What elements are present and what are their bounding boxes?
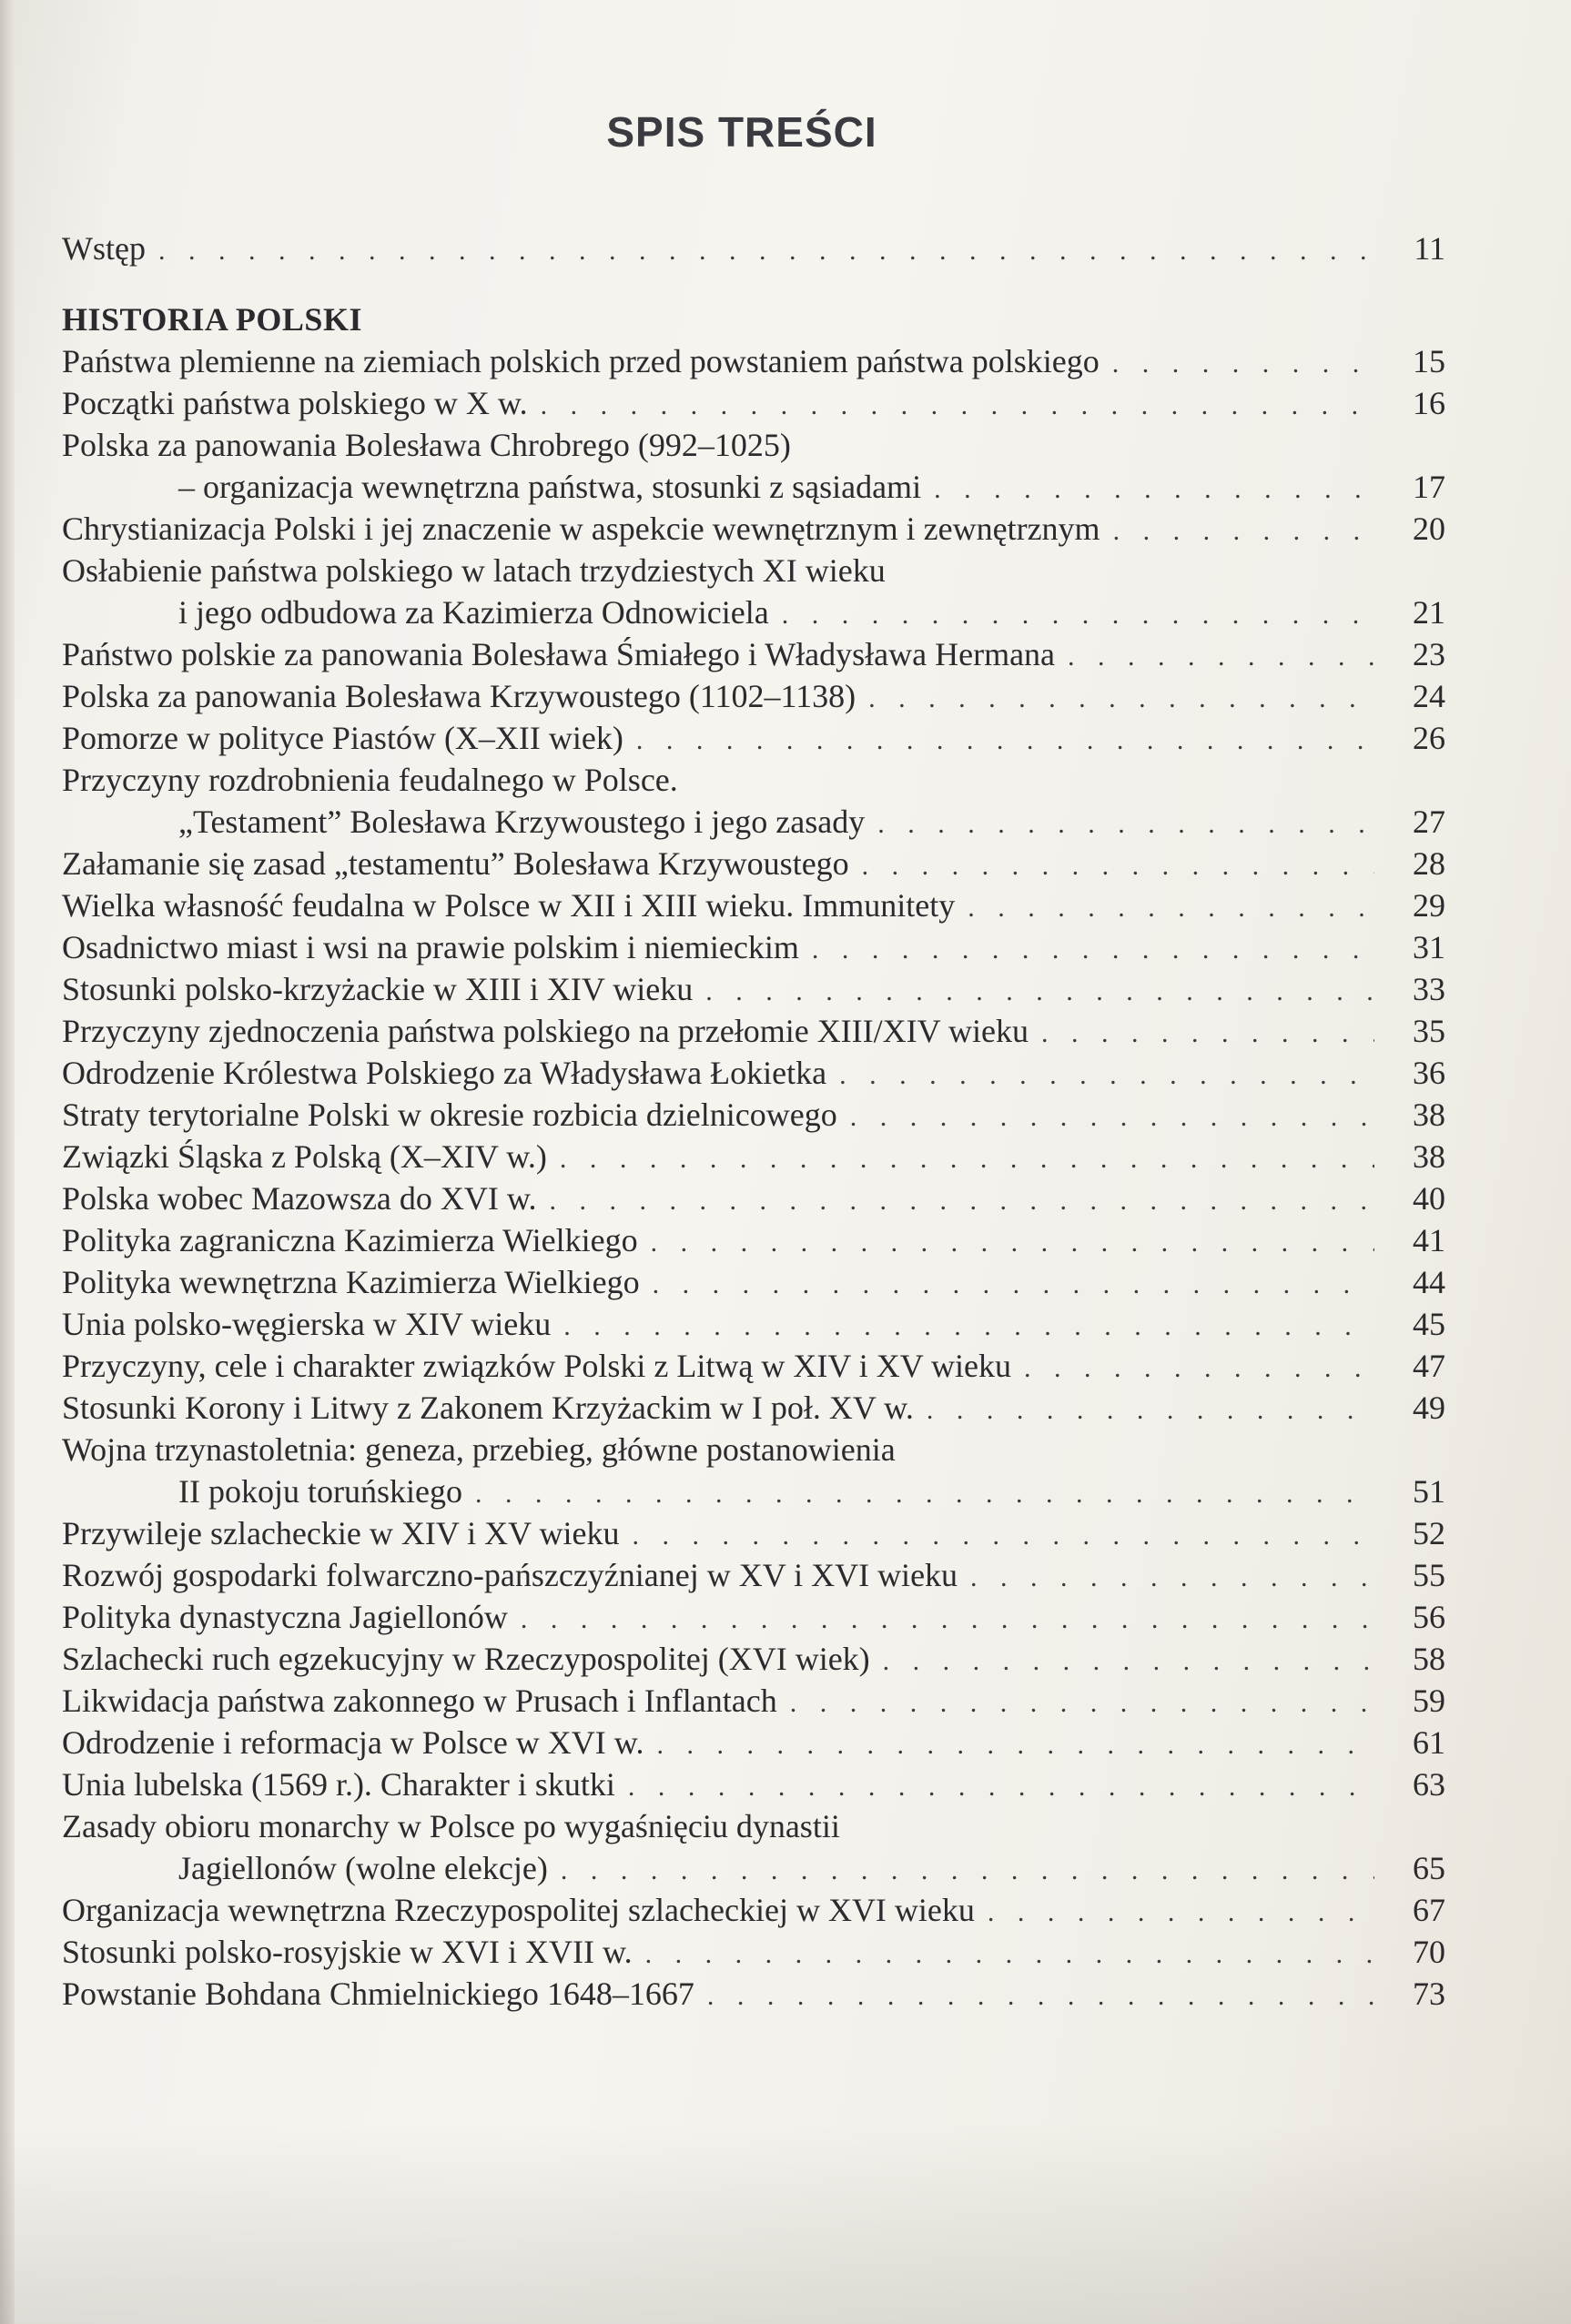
toc-page-number: 36 xyxy=(1413,1055,1445,1091)
dot-leader xyxy=(158,230,1374,272)
toc-entry xyxy=(62,1722,1445,1763)
toc-entry-title: „Testament” Bolesława Krzywoustego i jego zasady xyxy=(178,803,866,840)
toc-page-number: 29 xyxy=(1413,887,1445,924)
toc-entry-title: Wojna trzynastoletnia: geneza, przebieg, główne postanowienia xyxy=(62,1431,896,1468)
dot-leader xyxy=(868,678,1374,720)
toc-entry xyxy=(62,1805,1445,1889)
toc-entry xyxy=(62,717,1445,759)
toc-entry-title: Osłabienie państwa polskiego w latach trzydziestych XI wieku xyxy=(62,552,886,589)
toc-page-number: 27 xyxy=(1413,803,1445,840)
toc-page-number: 17 xyxy=(1413,469,1445,505)
toc-entry xyxy=(62,1177,1445,1219)
toc-page-number: 21 xyxy=(1413,594,1445,631)
toc-entry-row xyxy=(62,1010,1445,1052)
toc-page-number: 49 xyxy=(1413,1389,1445,1426)
toc-entry xyxy=(62,1219,1445,1261)
toc-entry-title: Rozwój gospodarki folwarczno-pańszczyźnianej w XV i XVI wieku xyxy=(62,1557,958,1593)
toc-entry-row xyxy=(62,1094,1445,1136)
dot-leader xyxy=(970,1557,1374,1599)
toc-entry xyxy=(62,1094,1445,1136)
toc-page-number: 33 xyxy=(1413,971,1445,1007)
toc-page-number: 15 xyxy=(1413,343,1445,379)
toc-entry-title: Polska za panowania Bolesława Krzywoustego (1102–1138) xyxy=(62,678,856,714)
toc-entry-title: Jagiellonów (wolne elekcje) xyxy=(178,1850,548,1886)
toc-entry-title: Przyczyny rozdrobnienia feudalnego w Polsce. xyxy=(62,762,678,798)
toc-entry xyxy=(62,1889,1445,1931)
toc-entry-row xyxy=(62,1261,1445,1303)
dot-leader xyxy=(968,887,1374,929)
toc-entry-row xyxy=(62,1638,1445,1680)
toc-entry xyxy=(62,1429,1445,1512)
toc-entry-title: Przyczyny zjednoczenia państwa polskiego na przełomie XIII/XIV wieku xyxy=(62,1013,1029,1049)
toc-entry-title: Stosunki polsko-rosyjskie w XVI i XVII w. xyxy=(62,1934,633,1970)
toc-page-number: 28 xyxy=(1413,845,1445,882)
toc-entry-title: II pokoju toruńskiego xyxy=(178,1473,462,1510)
toc-entry-title: Stosunki Korony i Litwy z Zakonem Krzyżackim w I poł. XV w. xyxy=(62,1389,914,1426)
toc-entry-row xyxy=(62,1596,1445,1638)
toc-entry-row xyxy=(62,1680,1445,1722)
toc-page-number: 61 xyxy=(1413,1724,1445,1761)
dot-leader xyxy=(1041,1013,1374,1055)
toc-entry-row xyxy=(62,884,1445,926)
toc-entry-title: Pomorze w polityce Piastów (X–XII wiek) xyxy=(62,720,623,756)
toc-page-number: 24 xyxy=(1413,678,1445,714)
dot-leader xyxy=(790,1682,1374,1724)
toc-entry-title: – organizacja wewnętrzna państwa, stosunki z sąsiadami xyxy=(178,469,922,505)
dot-leader xyxy=(705,971,1374,1013)
toc-entry-title: Unia lubelska (1569 r.). Charakter i skutki xyxy=(62,1766,615,1803)
toc-page-number: 38 xyxy=(1413,1096,1445,1133)
section-heading: HISTORIA POLSKI xyxy=(62,301,362,338)
toc-entry-row xyxy=(62,1219,1445,1261)
dot-leader xyxy=(883,1641,1374,1682)
toc-entry-title: Załamanie się zasad „testamentu” Bolesława Krzywoustego xyxy=(62,845,849,882)
dot-leader xyxy=(934,469,1374,510)
toc-entry-row xyxy=(62,1470,1445,1512)
toc-page-number: 70 xyxy=(1413,1934,1445,1970)
toc-entry-row xyxy=(62,340,1445,382)
toc-entry-title: Przyczyny, cele i charakter związków Polski z Litwą w XIV i XV wieku xyxy=(62,1348,1012,1384)
dot-leader xyxy=(850,1096,1374,1138)
dot-leader xyxy=(521,1599,1374,1641)
toc-entry-title: Wstęp xyxy=(62,230,146,267)
toc-entry-row xyxy=(62,843,1445,884)
toc-entry xyxy=(62,843,1445,884)
toc-entry-row xyxy=(62,675,1445,717)
toc-page-number: 16 xyxy=(1413,385,1445,421)
toc-page-number: 23 xyxy=(1413,636,1445,672)
toc-entry-row xyxy=(62,1512,1445,1554)
toc-entry-title: Polityka wewnętrzna Kazimierza Wielkiego xyxy=(62,1264,640,1300)
toc-entry-intro xyxy=(62,227,1445,269)
toc-entry xyxy=(62,382,1445,424)
toc-entry-row xyxy=(62,1303,1445,1345)
toc-page-number: 11 xyxy=(1414,230,1445,267)
toc-entries xyxy=(62,340,1445,2015)
toc-entry xyxy=(62,1052,1445,1094)
toc-entry xyxy=(62,1763,1445,1805)
toc-page-number: 55 xyxy=(1413,1557,1445,1593)
toc-entry xyxy=(62,550,1445,633)
toc-entry xyxy=(62,1931,1445,1973)
toc-page-number: 73 xyxy=(1413,1975,1445,2012)
toc-entry-title: Zasady obioru monarchy w Polsce po wygaśnięciu dynastii xyxy=(62,1808,840,1844)
table-of-contents xyxy=(62,227,1445,2015)
toc-entry-row xyxy=(62,382,1445,424)
toc-entry-row xyxy=(62,1889,1445,1931)
toc-entry-title: Szlachecki ruch egzekucyjny w Rzeczypospolitej (XVI wiek) xyxy=(62,1641,870,1677)
toc-entry-row xyxy=(62,926,1445,968)
dot-leader xyxy=(636,720,1374,762)
toc-entry-title: Chrystianizacja Polski i jej znaczenie w aspekcie wewnętrznym i zewnętrznym xyxy=(62,510,1100,547)
toc-page-number: 40 xyxy=(1413,1180,1445,1217)
toc-page-number: 47 xyxy=(1413,1348,1445,1384)
toc-entry-title: Polityka dynastyczna Jagiellonów xyxy=(62,1599,508,1635)
toc-entry-title: Stosunki polsko-krzyżackie w XIII i XIV wieku xyxy=(62,971,694,1007)
toc-entry-title: Państwa plemienne na ziemiach polskich przed powstaniem państwa polskiego xyxy=(62,343,1100,379)
dot-leader xyxy=(1113,510,1374,552)
toc-entry-row xyxy=(62,968,1445,1010)
toc-entry xyxy=(62,424,1445,508)
toc-entry xyxy=(62,1638,1445,1680)
toc-entry-row xyxy=(62,466,1445,508)
toc-page-number: 56 xyxy=(1413,1599,1445,1635)
toc-page-number: 52 xyxy=(1413,1515,1445,1551)
dot-leader xyxy=(628,1766,1374,1808)
toc-entry-title: Początki państwa polskiego w X w. xyxy=(62,385,528,421)
dot-leader xyxy=(633,1515,1375,1557)
toc-entry xyxy=(62,1010,1445,1052)
toc-entry-title: Osadnictwo miast i wsi na prawie polskim i niemieckim xyxy=(62,929,799,965)
toc-entry xyxy=(62,926,1445,968)
toc-entry-row xyxy=(62,1554,1445,1596)
toc-page-number: 35 xyxy=(1413,1013,1445,1049)
toc-entry xyxy=(62,1303,1445,1345)
dot-leader xyxy=(560,1138,1374,1180)
dot-leader xyxy=(812,929,1374,971)
page-title: SPIS TREŚCI xyxy=(606,108,877,156)
toc-entry xyxy=(62,1136,1445,1177)
toc-entry-row xyxy=(62,1387,1445,1429)
toc-entry-title: Związki Śląska z Polską (X–XIV w.) xyxy=(62,1138,547,1175)
toc-entry-title: i jego odbudowa za Kazimierza Odnowiciela xyxy=(178,594,769,631)
toc-entry-title: Państwo polskie za panowania Bolesława Śmiałego i Władysława Hermana xyxy=(62,636,1056,672)
toc-entry-row xyxy=(62,1136,1445,1177)
dot-leader xyxy=(707,1975,1374,2017)
toc-entry-title: Polityka zagraniczna Kazimierza Wielkiego xyxy=(62,1222,638,1258)
toc-entry-title: Polska za panowania Bolesława Chrobrego (992–1025) xyxy=(62,427,791,463)
dot-leader xyxy=(550,1180,1374,1222)
dot-leader xyxy=(645,1934,1374,1975)
toc-entry-row xyxy=(62,591,1445,633)
toc-page-number: 26 xyxy=(1413,720,1445,756)
toc-entry xyxy=(62,1512,1445,1554)
dot-leader xyxy=(541,385,1374,427)
toc-entry-title: Odrodzenie Królestwa Polskiego za Władysława Łokietka xyxy=(62,1055,827,1091)
dot-leader xyxy=(839,1055,1374,1096)
dot-leader xyxy=(653,1264,1374,1306)
toc-page-number: 59 xyxy=(1413,1682,1445,1719)
dot-leader xyxy=(1112,343,1374,385)
toc-entry-row xyxy=(62,1177,1445,1219)
page-shadow xyxy=(0,2124,1571,2324)
dot-leader xyxy=(877,803,1374,845)
toc-entry-title: Wielka własność feudalna w Polsce w XII i XIII wieku. Immunitety xyxy=(62,887,956,924)
toc-entry-title: Polska wobec Mazowsza do XVI w. xyxy=(62,1180,537,1217)
toc-page-number: 65 xyxy=(1413,1850,1445,1886)
toc-entry-title: Unia polsko-węgierska w XIV wieku xyxy=(62,1306,552,1342)
toc-entry-row xyxy=(62,1345,1445,1387)
toc-entry-row xyxy=(62,1847,1445,1889)
toc-entry xyxy=(62,1387,1445,1429)
toc-entry xyxy=(62,884,1445,926)
toc-page-number: 38 xyxy=(1413,1138,1445,1175)
toc-entry xyxy=(62,1596,1445,1638)
dot-leader xyxy=(862,845,1374,887)
toc-entry xyxy=(62,759,1445,843)
toc-entry-title: Powstanie Bohdana Chmielnickiego 1648–1667 xyxy=(62,1975,694,2012)
dot-leader xyxy=(656,1724,1374,1766)
toc-page-number: 67 xyxy=(1413,1892,1445,1928)
toc-entry xyxy=(62,340,1445,382)
toc-page-number: 58 xyxy=(1413,1641,1445,1677)
toc-entry-row xyxy=(62,1763,1445,1805)
toc-entry-row xyxy=(62,1052,1445,1094)
toc-page-number: 45 xyxy=(1413,1306,1445,1342)
dot-leader xyxy=(563,1306,1374,1348)
toc-entry xyxy=(62,1680,1445,1722)
dot-leader xyxy=(651,1222,1374,1264)
dot-leader xyxy=(927,1389,1374,1431)
dot-leader xyxy=(475,1473,1374,1515)
toc-page-number: 20 xyxy=(1413,510,1445,547)
toc-entry xyxy=(62,633,1445,675)
toc-entry-row xyxy=(62,633,1445,675)
toc-entry xyxy=(62,1345,1445,1387)
toc-page-number: 44 xyxy=(1413,1264,1445,1300)
toc-entry xyxy=(62,968,1445,1010)
dot-leader xyxy=(782,594,1374,636)
toc-entry-row xyxy=(62,508,1445,550)
toc-entry-title: Straty terytorialne Polski w okresie rozbicia dzielnicowego xyxy=(62,1096,837,1133)
toc-entry-title: Likwidacja państwa zakonnego w Prusach i Inflantach xyxy=(62,1682,777,1719)
toc-entry-title: Organizacja wewnętrzna Rzeczypospolitej szlacheckiej w XVI wieku xyxy=(62,1892,975,1928)
toc-entry xyxy=(62,1261,1445,1303)
toc-page-number: 51 xyxy=(1413,1473,1445,1510)
toc-entry xyxy=(62,675,1445,717)
toc-entry xyxy=(62,1554,1445,1596)
toc-entry-row xyxy=(62,801,1445,843)
page-edge xyxy=(0,0,15,2324)
toc-entry-row xyxy=(62,1973,1445,2015)
toc-page-number: 63 xyxy=(1413,1766,1445,1803)
dot-leader xyxy=(561,1850,1374,1892)
dot-leader xyxy=(988,1892,1374,1934)
dot-leader xyxy=(1024,1348,1374,1389)
toc-entry xyxy=(62,1973,1445,2015)
toc-entry-row xyxy=(62,1722,1445,1763)
toc-page-number: 41 xyxy=(1413,1222,1445,1258)
toc-entry-title: Odrodzenie i reformacja w Polsce w XVI w. xyxy=(62,1724,644,1761)
toc-entry-row xyxy=(62,1931,1445,1973)
toc-page-number: 31 xyxy=(1413,929,1445,965)
toc-entry-title: Przywileje szlacheckie w XIV i XV wieku xyxy=(62,1515,620,1551)
dot-leader xyxy=(1068,636,1374,678)
toc-entry xyxy=(62,508,1445,550)
toc-entry-row xyxy=(62,717,1445,759)
